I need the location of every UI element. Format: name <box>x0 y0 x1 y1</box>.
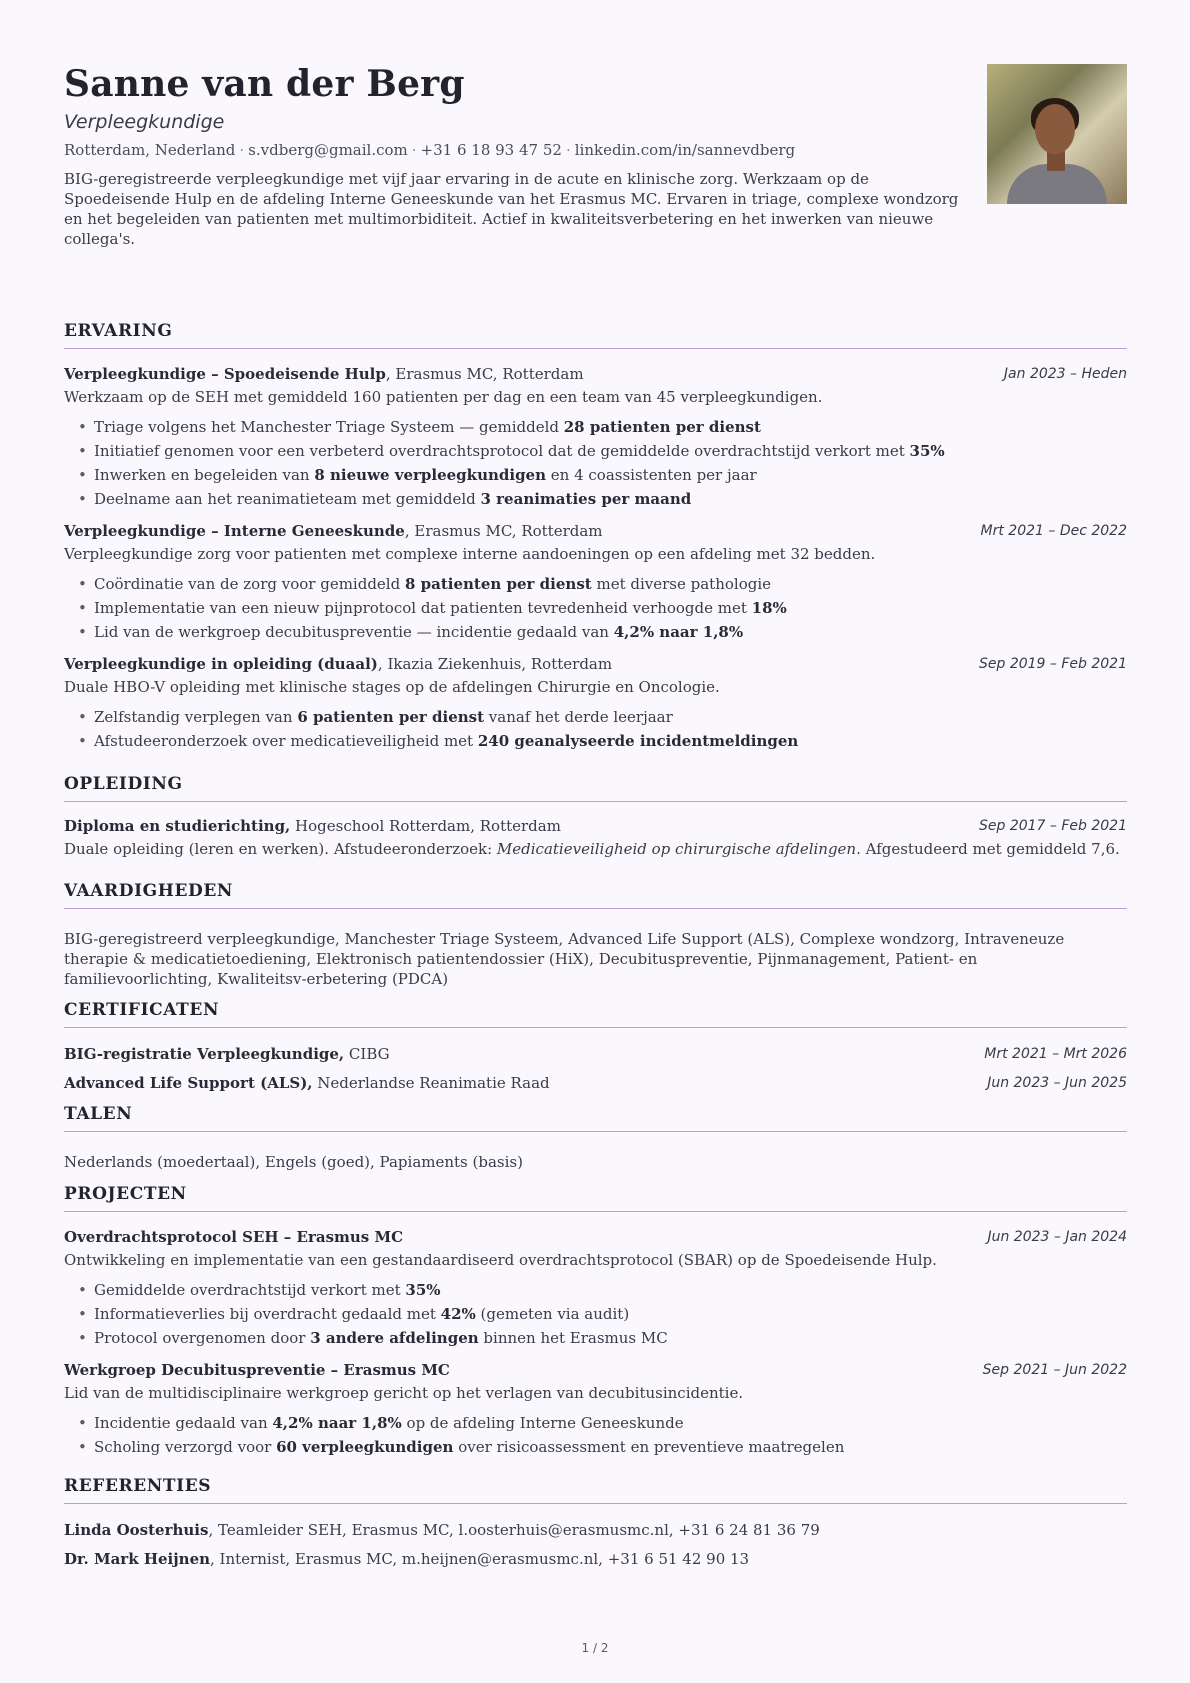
section-title-education: OPLEIDING <box>64 773 1127 802</box>
list-item: • Informatieverlies bij overdracht gedaald met 42% (gemeten via audit) <box>94 1302 1127 1326</box>
education-section <box>64 773 1127 859</box>
skills-list: BIG-geregistreerd verpleegkundige, Manchester Triage Systeem, Advanced Life Support (ALS), Complexe wondzorg, Intraveneuze therapie & medicatietoediening, Elektronisch patientendossier (HiX), Decubituspreventie, Pijnmanagement, Patient- en familievoorlichting, Kwaliteitsv-erbetering (PDCA) <box>64 930 1065 988</box>
experience-section <box>64 320 1127 753</box>
entry-description: Duale HBO-V opleiding met klinische stages op de afdelingen Chirurgie en Oncologie. <box>64 678 720 696</box>
entry-bullets <box>64 572 1127 644</box>
entry-description: Duale opleiding (leren en werken). Afstudeeronderzoek: Medicatieveiligheid op chirurgische afdelingen. Afgestudeerd met gemiddeld 7,6. <box>64 840 1120 858</box>
education-entry <box>64 816 1127 859</box>
languages-section <box>64 1103 1127 1172</box>
entry-date: Jun 2023 – Jun 2025 <box>987 1075 1127 1091</box>
entry-title: Verpleegkundige – Interne Geneeskunde <box>64 522 405 540</box>
entry-bullets <box>64 705 1127 753</box>
entry-date: Sep 2019 – Feb 2021 <box>979 656 1127 672</box>
section-title-languages: TALEN <box>64 1103 1127 1132</box>
list-item: • Gemiddelde overdrachtstijd verkort met 35% <box>94 1278 1127 1302</box>
list-item: • Implementatie van een nieuw pijnprotocol dat patienten tevredenheid verhoogde met 18% <box>94 596 1127 620</box>
contact-phone: +31 6 18 93 47 52 <box>420 141 562 159</box>
entry-header <box>64 521 1127 541</box>
entry-title: Verpleegkundige in opleiding (duaal) <box>64 655 378 673</box>
list-item: • Coördinatie van de zorg voor gemiddeld 8 patienten per dienst met diverse pathologie <box>94 572 1127 596</box>
project-entry <box>64 1227 1127 1350</box>
entry-org: CIBG <box>344 1045 390 1063</box>
projects-section <box>64 1183 1127 1459</box>
contact-linkedin[interactable]: linkedin.com/in/sannevdberg <box>574 141 796 159</box>
page-number: 1 / 2 <box>581 1641 609 1655</box>
list-item: • Scholing verzorgd voor 60 verpleegkundigen over risicoassessment en preventieve maatregelen <box>94 1435 1127 1459</box>
list-item: • Zelfstandig verplegen van 6 patienten per dienst vanaf het derde leerjaar <box>94 705 1127 729</box>
list-item: • Deelname aan het reanimatieteam met gemiddeld 3 reanimaties per maand <box>94 487 1127 511</box>
reference-details: , Internist, Erasmus MC, m.heijnen@erasmusmc.nl, +31 6 51 42 90 13 <box>210 1550 750 1568</box>
resume-page <box>64 62 1127 1569</box>
certificates-section <box>64 999 1127 1093</box>
entry-header <box>64 816 1127 836</box>
list-item: • Afstudeeronderzoek over medicatieveiligheid met 240 geanalyseerde incidentmeldingen <box>94 729 1127 753</box>
entry-title: Werkgroep Decubituspreventie – Erasmus MC <box>64 1361 450 1379</box>
contact-separator: · <box>565 141 571 159</box>
profile-photo <box>987 64 1127 204</box>
entry-org: , Ikazia Ziekenhuis, Rotterdam <box>377 655 613 673</box>
certificate-entry <box>64 1044 1127 1064</box>
section-title-projects: PROJECTEN <box>64 1183 1127 1212</box>
entry-bullets <box>64 415 1127 511</box>
entry-bullets <box>64 1411 1127 1459</box>
skills-section <box>64 880 1127 989</box>
section-title-certificates: CERTIFICATEN <box>64 999 1127 1028</box>
entry-date: Sep 2017 – Feb 2021 <box>979 818 1127 834</box>
list-item: • Triage volgens het Manchester Triage Systeem — gemiddeld 28 patienten per dienst <box>94 415 1127 439</box>
entry-description: Verpleegkundige zorg voor patienten met complexe interne aandoeningen op een afdeling met 32 bedden. <box>64 545 876 563</box>
entry-header <box>64 654 1127 674</box>
list-item: • Incidentie gedaald van 4,2% naar 1,8% op de afdeling Interne Geneeskunde <box>94 1411 1127 1435</box>
entry-title: Advanced Life Support (ALS), <box>64 1074 313 1092</box>
contact-line <box>64 140 1127 160</box>
list-item: • Lid van de werkgroep decubituspreventie — incidentie gedaald van 4,2% naar 1,8% <box>94 620 1127 644</box>
project-entry <box>64 1360 1127 1459</box>
list-item: • Initiatief genomen voor een verbeterd overdrachtsprotocol dat de gemiddelde overdrachtstijd verkort met 35% <box>94 439 1127 463</box>
reference-details: , Teamleider SEH, Erasmus MC, l.oosterhuis@erasmusmc.nl, +31 6 24 81 36 79 <box>208 1521 820 1539</box>
section-title-experience: ERVARING <box>64 320 1127 349</box>
reference-name: Linda Oosterhuis <box>64 1521 209 1539</box>
list-item: • Protocol overgenomen door 3 andere afdelingen binnen het Erasmus MC <box>94 1326 1127 1350</box>
entry-header <box>64 364 1127 384</box>
entry-date: Jan 2023 – Heden <box>1003 366 1127 382</box>
entry-bullets <box>64 1278 1127 1350</box>
entry-description: Lid van de multidisciplinaire werkgroep gericht op het verlagen van decubitusincidentie. <box>64 1384 744 1402</box>
entry-org: Nederlandse Reanimatie Raad <box>312 1074 550 1092</box>
reference-name: Dr. Mark Heijnen <box>64 1550 211 1568</box>
reference-entry <box>64 1520 1127 1540</box>
photo-head-shape <box>1035 104 1075 154</box>
entry-title: Overdrachtsprotocol SEH – Erasmus MC <box>64 1228 404 1246</box>
thesis-title: Medicatieveiligheid op chirurgische afdelingen <box>496 840 857 858</box>
section-title-references: REFERENTIES <box>64 1475 1127 1504</box>
contact-separator: · <box>239 141 245 159</box>
experience-entry <box>64 521 1127 644</box>
candidate-name: Sanne van der Berg <box>64 63 465 105</box>
entry-title: Verpleegkundige – Spoedeisende Hulp <box>64 365 386 383</box>
section-title-skills: VAARDIGHEDEN <box>64 880 1127 909</box>
entry-header <box>64 1360 1127 1380</box>
reference-entry <box>64 1549 1127 1569</box>
profile-summary: BIG-geregistreerde verpleegkundige met vijf jaar ervaring in de acute en klinische zorg. Werkzaam op de Spoedeisende Hulp en de afdeling Interne Geneeskunde van het Erasmus MC. Ervaren in triage, complexe wondzorg en het begeleiden van patienten met multimorbiditeit. Actief in kwaliteitsverbetering en het inwerken van nieuwe collega's. <box>64 170 959 248</box>
references-section <box>64 1475 1127 1569</box>
contact-location: Rotterdam, Nederland <box>64 141 236 159</box>
contact-separator: · <box>411 141 417 159</box>
experience-entry <box>64 364 1127 511</box>
list-item: • Inwerken en begeleiden van 8 nieuwe verpleegkundigen en 4 coassistenten per jaar <box>94 463 1127 487</box>
entry-description: Werkzaam op de SEH met gemiddeld 160 patienten per dag en een team van 45 verpleegkundigen. <box>64 388 823 406</box>
resume-header <box>64 62 1127 248</box>
entry-org: Hogeschool Rotterdam, Rotterdam <box>290 817 561 835</box>
entry-org: , Erasmus MC, Rotterdam <box>385 365 584 383</box>
entry-title: Diploma en studierichting, <box>64 817 291 835</box>
languages-list: Nederlands (moedertaal), Engels (goed), Papiaments (basis) <box>64 1153 523 1171</box>
entry-date: Jun 2023 – Jan 2024 <box>987 1229 1127 1245</box>
contact-email[interactable]: s.vdberg@gmail.com <box>248 141 408 159</box>
candidate-role: Verpleegkundige <box>64 111 225 133</box>
entry-date: Mrt 2021 – Dec 2022 <box>980 523 1127 539</box>
experience-entry <box>64 654 1127 753</box>
entry-title: BIG-registratie Verpleegkundige, <box>64 1045 345 1063</box>
entry-org: , Erasmus MC, Rotterdam <box>404 522 603 540</box>
certificate-entry <box>64 1073 1127 1093</box>
entry-description: Ontwikkeling en implementatie van een gestandaardiseerd overdrachtsprotocol (SBAR) op de Spoedeisende Hulp. <box>64 1251 937 1269</box>
entry-date: Mrt 2021 – Mrt 2026 <box>984 1046 1127 1062</box>
entry-header <box>64 1227 1127 1247</box>
entry-date: Sep 2021 – Jun 2022 <box>982 1362 1127 1378</box>
